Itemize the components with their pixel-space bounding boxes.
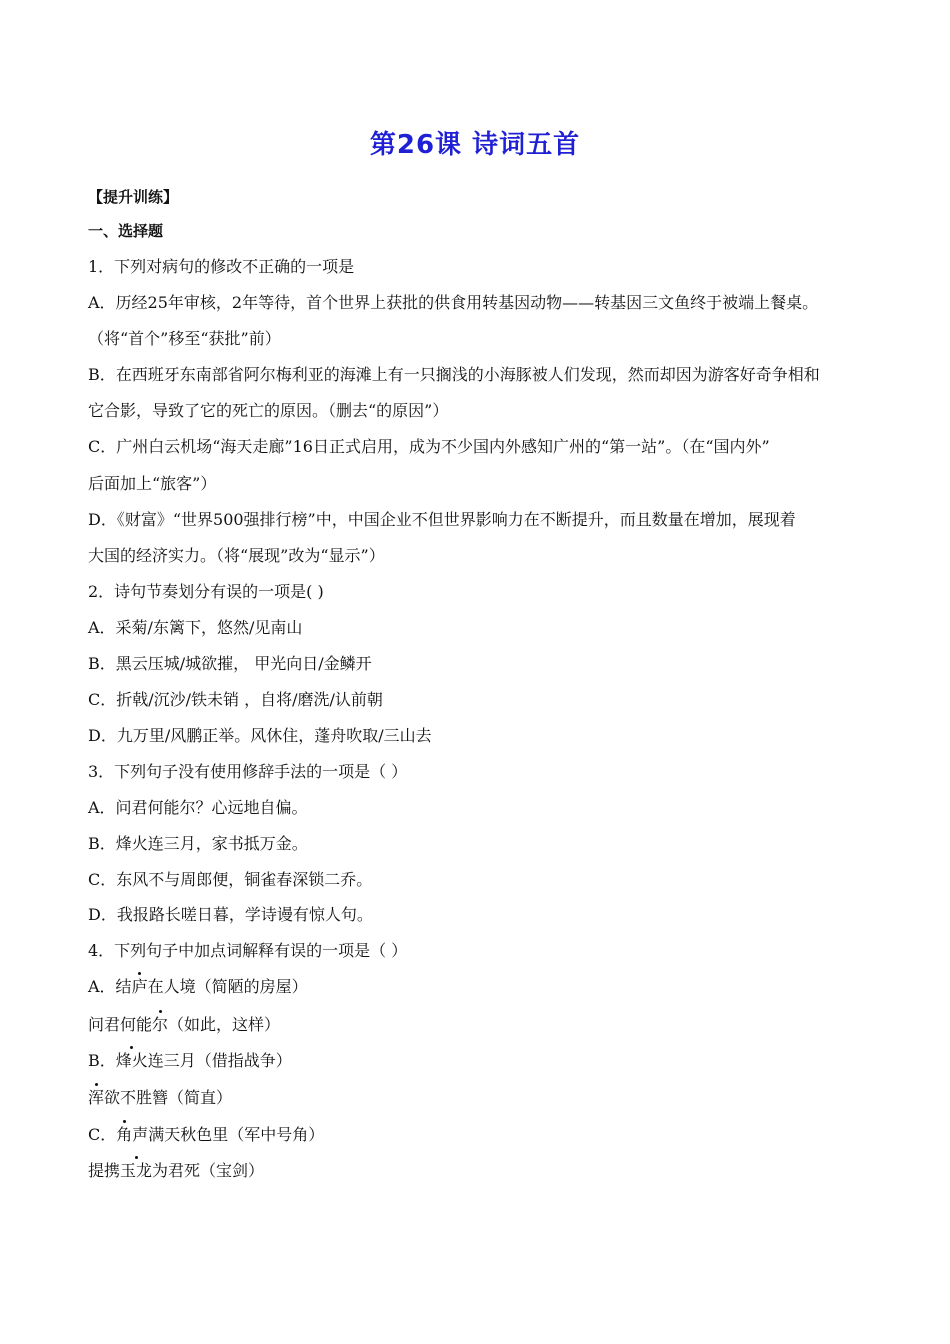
question-1-option-a: A．历经25年审核，2年等待，首个世界上获批的供食用转基因动物——转基因三文鱼终于被端上餐桌。: [88, 293, 819, 312]
dotted-word: 玉龙: [120, 1161, 153, 1180]
option-text: 提携: [88, 1161, 121, 1180]
question-1-option-d: D．《财富》“世界500强排行榜”中，中国企业不但世界影响力在不断提升，而且数量在增加，展现着: [88, 510, 796, 529]
question-4-option-b-line2: [88, 1087, 868, 1109]
question-4-option-c-line2: [88, 1160, 868, 1182]
option-text: 问君何能: [88, 1015, 153, 1034]
dotted-word: 尔: [152, 1015, 169, 1034]
dotted-word: 庐: [131, 977, 148, 996]
option-text: 在人境（简陋的房屋）: [147, 977, 308, 996]
question-1-option-c: C．广州白云机场“海天走廊”16日正式启用，成为不少国内外感知广州的“第一站”。（在“国内外”: [88, 437, 770, 456]
option-text: 连三月（借指战争）: [147, 1051, 292, 1070]
dotted-word: 浑: [88, 1088, 105, 1107]
section-label: 【提升训练】: [88, 188, 179, 206]
question-2-option-b: B．黑云压城/城欲摧， 甲光向日/金鳞开: [88, 654, 372, 673]
option-text: （如此，这样）: [168, 1015, 281, 1034]
part-heading: 一、选择题: [88, 222, 164, 240]
question-1-option-c-cont: 后面加上“旅客”）: [88, 474, 217, 493]
option-text: 声满天秋色里（军中号角）: [132, 1125, 325, 1144]
question-3-option-c: C．东风不与周郎便，铜雀春深锁二乔。: [88, 870, 373, 889]
option-text: C．: [88, 1125, 117, 1144]
dotted-word: 角: [116, 1125, 133, 1144]
question-1-option-b: B．在西班牙东南部省阿尔梅利亚的海滩上有一只搁浅的小海豚被人们发现，然而却因为游客好奇争相和: [88, 365, 820, 384]
question-4-option-c-line1: [88, 1124, 868, 1146]
question-3-option-b: B．烽火连三月，家书抵万金。: [88, 834, 308, 853]
question-4-option-a-line1: [88, 976, 868, 998]
question-1-option-b-cont: 它合影，导致了它的死亡的原因。（删去“的原因”）: [88, 401, 449, 420]
question-2-option-a: A．采菊/东篱下，悠然/见南山: [88, 618, 303, 637]
option-text: A．结: [88, 977, 132, 996]
question-2-option-d: D．九万里/风鹏正举。风休住，蓬舟吹取/三山去: [88, 726, 432, 745]
option-text: 为君死（宝剑）: [152, 1161, 265, 1180]
question-3-option-a: A．问君何能尔？心远地自偏。: [88, 798, 308, 817]
question-1-stem: 1．下列对病句的修改不正确的一项是: [88, 257, 355, 276]
question-4-stem: 4．下列句子中加点词解释有误的一项是（ ）: [88, 941, 408, 960]
question-2-stem: 2．诗句节奏划分有误的一项是( ): [88, 582, 324, 601]
option-text: B．: [88, 1051, 116, 1070]
question-1-option-d-cont: 大国的经济实力。（将“展现”改为“显示”）: [88, 546, 385, 565]
dotted-word: 烽火: [115, 1051, 148, 1070]
question-1-option-a-cont: （将“首个”移至“获批”前）: [88, 329, 281, 348]
option-text: 欲不胜簪（简直）: [104, 1088, 233, 1107]
question-4-option-a-line2: [88, 1014, 868, 1036]
question-4-option-b-line1: [88, 1050, 868, 1072]
question-3-option-d: D．我报路长嗟日暮，学诗谩有惊人句。: [88, 905, 373, 924]
question-3-stem: 3．下列句子没有使用修辞手法的一项是（ ）: [88, 762, 408, 781]
question-2-option-c: C．折戟/沉沙/铁未销 ，自将/磨洗/认前朝: [88, 690, 383, 709]
lesson-title: 第26课 诗词五首: [369, 130, 581, 160]
